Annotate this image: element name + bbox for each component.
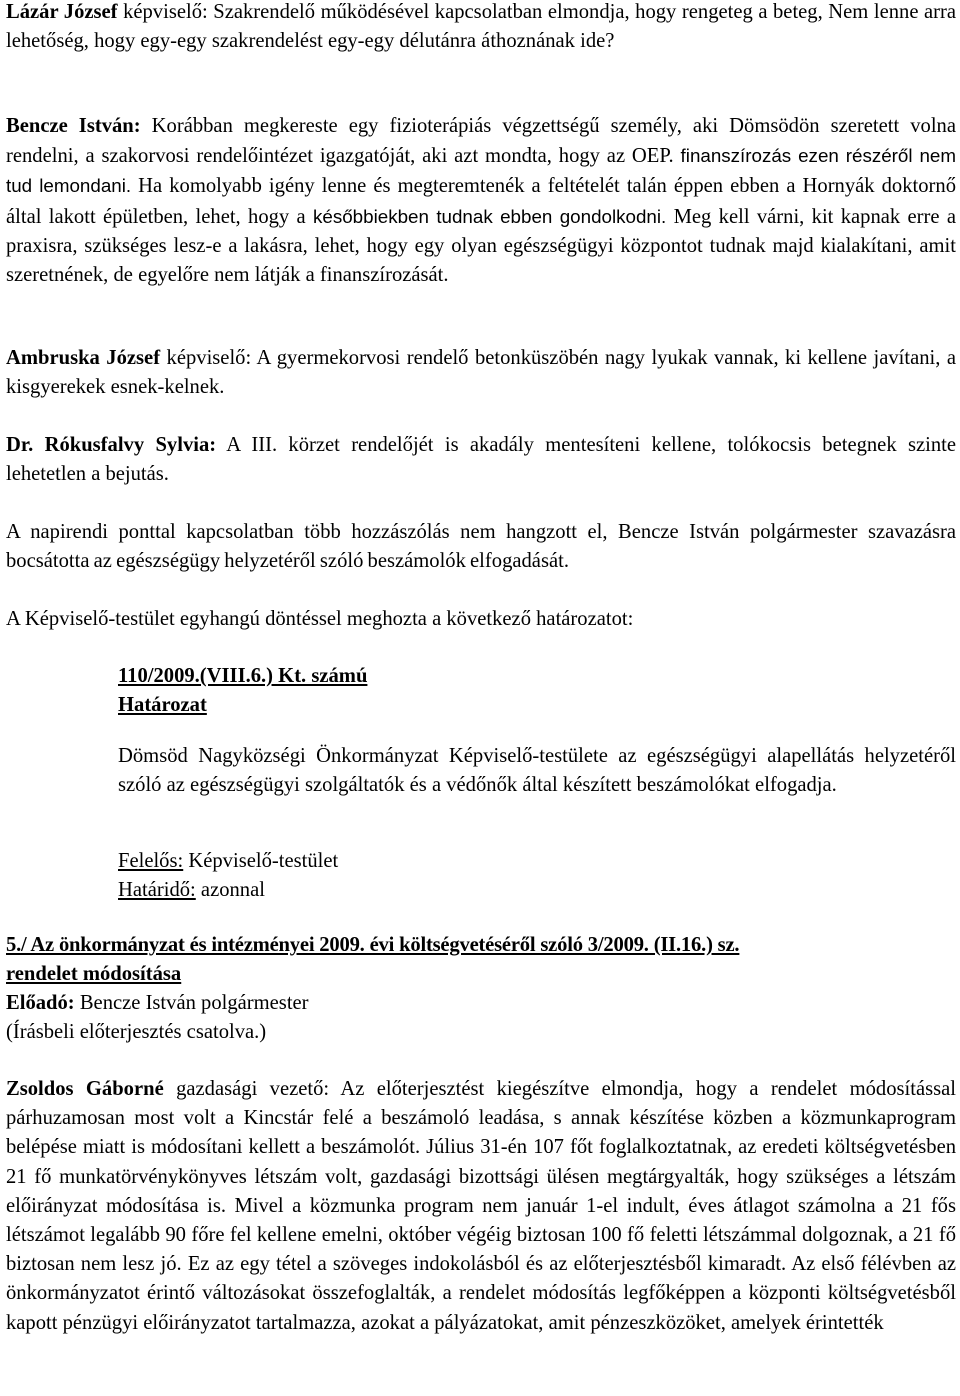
paragraph-text: A III. körzet rendelőjét is akadály mentesíteni kellene, tolókocsis betegnek szinte lehetetlen a bejutás. bbox=[6, 434, 956, 486]
speaker-name: Dr. Rókusfalvy Sylvia: bbox=[6, 434, 217, 456]
paragraph-lazar bbox=[6, 0, 956, 56]
resolution-deadline bbox=[118, 876, 956, 905]
paragraph-decision-intro bbox=[6, 605, 956, 634]
presenter-label: Előadó: bbox=[6, 992, 75, 1014]
responsible-value: Képviselő-testület bbox=[183, 850, 339, 872]
speaker-name: Ambruska József bbox=[6, 347, 161, 369]
paragraph-zsoldos bbox=[6, 1075, 956, 1338]
paragraph-text: A Képviselő-testület egyhangú döntéssel meghozta a következő határozatot: bbox=[6, 608, 634, 630]
resolution-body-text: Dömsöd Nagyközségi Önkormányzat Képviselő-testülete az egészségügyi alapellátás helyzetéről szóló az egészségügyi szolgáltatók és a védőnők által készített beszámolókat elfogadja. bbox=[118, 745, 956, 797]
resolution-number-text: 110/2009.(VIII.6.) Kt. számú bbox=[118, 665, 368, 687]
paragraph-text: Meg kell várni, kit kapnak erre a praxisra, szükséges lesz-e a lakásra, lehet, hogy egy olyan egészségügyi központot tudnak majd kialakítani, amit szeretnének, de egyelőre nem látják a finanszírozását. bbox=[6, 205, 956, 287]
deadline-label: Határidő: bbox=[118, 879, 196, 901]
agenda-item-heading-cont bbox=[6, 960, 956, 989]
agenda-presenter bbox=[6, 989, 956, 1018]
attachment-text: (Írásbeli előterjesztés csatolva.) bbox=[6, 1021, 267, 1043]
paragraph-text: A napirendi ponttal kapcsolatban több hozzászólás nem hangzott el, Bencze István polgármester szavazásra bocsátotta az egészségügy helyzetéről szóló beszámolók elfogadását. bbox=[6, 521, 956, 573]
paragraph-text-sans: finanszírozás ezen részéről nem tud lemondani. bbox=[6, 145, 956, 197]
paragraph-text: Ha komolyabb igény lenne és megteremtenék a feltételét talán éppen ebben a Hornyák doktornő által lakott épületben, lehet, hogy a bbox=[6, 175, 956, 228]
paragraph-text: Szakrendelő működésével kapcsolatban elmondja, hogy rengeteg a beteg, Nem lenne arra lehetőség, hogy egy-egy szakrendelést egy-egy délutánra áthoznának ide? bbox=[6, 1, 957, 53]
speaker-role: képviselő: bbox=[123, 1, 214, 23]
resolution-title-text: Határozat bbox=[118, 694, 207, 716]
speaker-role: gazdasági vezető: bbox=[163, 1078, 341, 1100]
paragraph-ambruska bbox=[6, 344, 956, 402]
speaker-name: Bencze István: bbox=[6, 115, 141, 137]
resolution-responsible bbox=[118, 847, 956, 876]
resolution-title bbox=[118, 691, 956, 720]
agenda-item-heading bbox=[6, 931, 956, 960]
agenda-heading-line2: rendelet módosítása bbox=[6, 963, 182, 985]
resolution-number bbox=[118, 662, 956, 691]
speaker-name: Zsoldos Gáborné bbox=[6, 1078, 164, 1100]
agenda-attachment-note bbox=[6, 1018, 956, 1047]
paragraph-text: Korábban megkereste egy fizioterápiás végzettségű személy, aki Dömsödön szeretett volna rendelni, a szakorvosi rendelőintézet igazgatóját, aki azt mondta, hogy az OEP. bbox=[6, 115, 956, 168]
responsible-label: Felelős: bbox=[118, 850, 184, 872]
paragraph-bencze bbox=[6, 112, 956, 290]
speaker-role: képviselő: bbox=[160, 347, 257, 369]
paragraph-text-sans: későbbiekben tudnak ebben gondolkodni. bbox=[313, 205, 667, 227]
deadline-value: azonnal bbox=[195, 879, 265, 901]
paragraph-text: A gyermekorvosi rendelő betonküszöbén nagy lyukak vannak, ki kellene javítani, a kisgyerekek esnek-kelnek. bbox=[6, 347, 956, 399]
paragraph-text: Az előterjesztést kiegészítve elmondja, hogy a rendelet módosítással párhuzamosan most volt a Kincstár felé a beszámoló leadása, s annak készítése közben a közmunkaprogram belépése miatt is módosítani kellett a beszámolót. Július 31-én 107 főt foglalkoztatnak, az eredeti költségvetésben 21 fő munkatörvénykönyves létszám volt, gazdasági bizottsági ülésen megtárgyalták, hogy szükséges a létszám előirányzat módosítása is. Mivel a közmunka program nem január 1-el indult, éves átlagot számolna a 21 fős létszámot legalább 90 főre fel kellene emelni, október végéig biztosan 100 fő feletti létszámmal dolgoznak, a 21 fő biztosan nem lesz jó. Ez az egy tétel a szöveges indokolásból és az előterjesztésből kimaradt. Az első félévben az önkormányzatot érintő változásokat összefoglalták, a rendelet módosítás legfőképpen a központi költségvetésből kapott pénzügyi előirányzatot tartalmazza, azokat a pályázatokat, amit pénzeszközöket, amelyek érintették bbox=[6, 1078, 956, 1334]
resolution-body bbox=[118, 742, 956, 800]
speaker-name: Lázár József bbox=[6, 1, 118, 23]
paragraph-rokusfalvy bbox=[6, 431, 956, 489]
presenter-value: Bencze István polgármester bbox=[74, 992, 309, 1014]
paragraph-vote-intro bbox=[6, 518, 956, 576]
agenda-heading-line1: 5./ Az önkormányzat és intézményei 2009. évi költségvetéséről szóló 3/2009. (II.16.) sz. bbox=[6, 934, 740, 956]
